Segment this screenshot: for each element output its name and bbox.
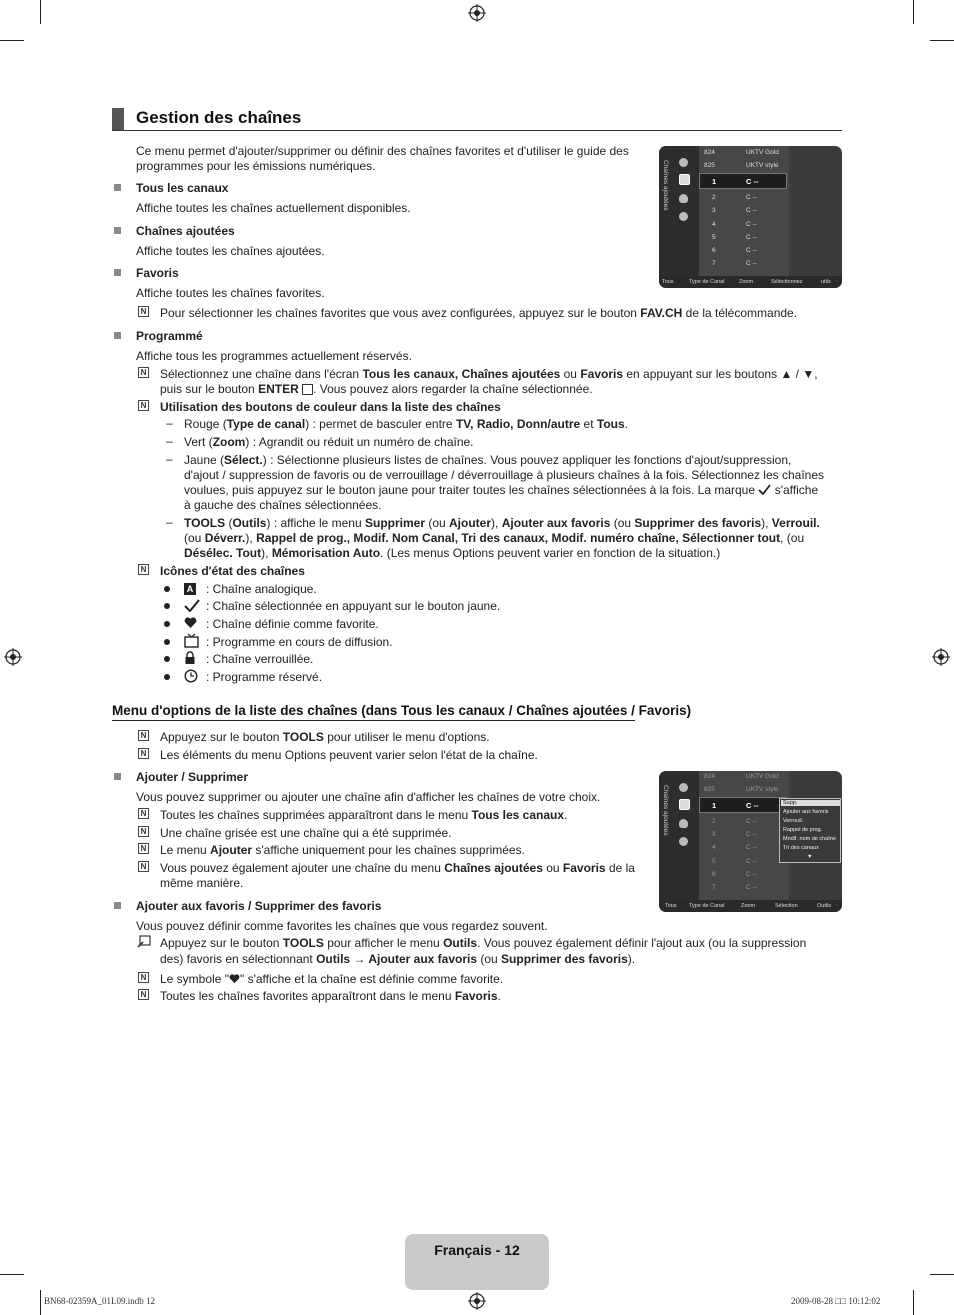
icon-desc-analog: : Chaîne analogique. <box>206 582 317 596</box>
heart-icon <box>679 194 688 203</box>
section-text-ajoutees: Affiche toutes les chaînes ajoutées. <box>136 244 325 258</box>
section-head-programme: Programmé <box>136 329 203 343</box>
note-favoris: Pour sélectionner les chaînes favorites que vous avez configurées, appuyez sur le bouton FAV.CH de la télécommande. <box>160 306 798 320</box>
icons-head: Icônes d'état des chaînes <box>160 564 305 578</box>
tools-line-2: (ou Déverr.), Rappel de prog., Modif. Nom Canal, Tri des canaux, Modif. numéro chaîne, Sélectionner tout, (ou <box>184 531 805 545</box>
note-icon: N <box>138 843 149 854</box>
bullet-square <box>114 184 121 191</box>
ajouter-note-2: Une chaîne grisée est une chaîne qui a été supprimée. <box>160 826 452 840</box>
note-icon: N <box>138 972 149 983</box>
clock-icon <box>184 669 198 683</box>
dash: – <box>166 416 173 430</box>
color-yellow-3: voulues, puis appuyez sur le bouton jaune pour traiter toutes les chaînes sélectionnées à la fois. La marque s'affiche <box>184 483 819 497</box>
section-head-tous: Tous les canaux <box>136 181 229 195</box>
ajouter-note-4b: même manière. <box>160 876 244 890</box>
tools-line-1: TOOLS (Outils) : affiche le menu Supprimer (ou Ajouter), Ajouter aux favoris (ou Supprimer des favoris), Verrouil. <box>184 516 820 530</box>
channel-list-screen-2: Chaînes ajoutées 824 UKTV Gold 825 UKTV style 1 C -- 2 C -- 3 C -- 4 C -- 5 C -- 6 C -- 7 C -- Supp. Ajouter aux favoris Verrouil. Rappel de prog. Modif. nom de chaîne Tri des canaux ▼ Tous Type de Canal Zoom Sélection Outils <box>659 771 842 912</box>
page-title: Gestion des chaînes <box>136 108 302 127</box>
color-yellow-4: à gauche des chaînes sélectionnées. <box>184 498 382 512</box>
bullet-square <box>114 902 121 909</box>
crop-mark <box>913 0 914 24</box>
add-channel-icon <box>679 799 690 810</box>
note-icon: N <box>138 564 149 575</box>
crop-mark <box>0 40 24 41</box>
registration-mark-icon <box>468 1292 486 1310</box>
note-icon: N <box>138 989 149 1000</box>
bullet-square <box>114 227 121 234</box>
icon-desc-broadcast: : Programme en cours de diffusion. <box>206 635 393 649</box>
fav-text: Vous pouvez définir comme favorites les chaînes que vous regardez souvent. <box>136 919 548 933</box>
note-icon: N <box>138 748 149 759</box>
icon-desc-reserved: : Programme réservé. <box>206 670 323 684</box>
color-green: Vert (Zoom) : Agrandit ou réduit un numéro de chaîne. <box>184 435 474 449</box>
screen-vertical-label: Chaînes ajoutées <box>662 785 669 836</box>
ajouter-note-4: Vous pouvez également ajouter une chaîne du menu Chaînes ajoutées ou Favoris de la <box>160 861 635 875</box>
bullet-dot <box>164 621 170 627</box>
section-text-tous: Affiche toutes les chaînes actuellement disponibles. <box>136 201 411 215</box>
note-icon: N <box>138 826 149 837</box>
icon-desc-selected: : Chaîne sélectionnée en appuyant sur le bouton jaune. <box>206 599 501 613</box>
fav-note-2: Toutes les chaînes favorites apparaîtront dans le menu Favoris. <box>160 989 501 1003</box>
fav-note-1: Le symbole " " s'affiche et la chaîne est définie comme favorite. <box>160 972 504 986</box>
tv-icon <box>184 633 199 648</box>
screen-footer: Tous Type de Canal Zoom Sélectionnez utils <box>659 276 842 288</box>
bullet-square <box>114 269 121 276</box>
registration-mark-icon <box>4 648 22 666</box>
menu-item: Tri des canaux <box>783 845 819 851</box>
fav-head: Ajouter aux favoris / Supprimer des favoris <box>136 899 382 913</box>
crop-mark <box>0 1274 24 1275</box>
bullet-square <box>114 773 121 780</box>
crop-mark <box>930 40 954 41</box>
heart-icon <box>229 974 240 984</box>
intro-line-2: programmes pour les émissions numériques. <box>136 159 376 173</box>
tools-line-3: Désélec. Tout), Mémorisation Auto. (Les menus Options peuvent varier en fonction de la situation.) <box>184 546 721 560</box>
tools-icon <box>137 935 151 948</box>
fav-tools-line-1: Appuyez sur le bouton TOOLS pour afficher le menu Outils. Vous pouvez également définir l'ajout aux (ou la suppression <box>160 936 807 950</box>
section-head-favoris: Favoris <box>136 266 179 280</box>
registration-mark-icon <box>932 648 950 666</box>
bullet-dot <box>164 586 170 592</box>
note-icon: N <box>138 730 149 741</box>
crop-mark <box>40 1290 41 1315</box>
channel-list-screen-1: Chaînes ajoutées 824 UKTV Gold 825 UKTV style 1 C -- 2 C -- 3 C -- 4 C -- 5 C -- 6 C -- 7 C -- Tous Type de Canal Zoom Sélectionnez utils <box>659 146 842 288</box>
intro-line-1: Ce menu permet d'ajouter/supprimer ou définir des chaînes favorites et d'utiliser le guide des <box>136 144 629 158</box>
heart-icon <box>679 819 688 828</box>
antenna-icon <box>679 783 688 792</box>
menu-item: Rappel de prog. <box>783 827 823 833</box>
opt-note-1: Appuyez sur le bouton TOOLS pour utiliser le menu d'options. <box>160 730 490 744</box>
dash: – <box>166 515 173 529</box>
title-marker <box>112 108 124 130</box>
screen-footer: Tous Type de Canal Zoom Sélection Outils <box>659 900 842 912</box>
dash: – <box>166 452 173 466</box>
note-select-line-2: puis sur le bouton ENTER . Vous pouvez alors regarder la chaîne sélectionnée. <box>160 382 593 396</box>
add-channel-icon <box>679 174 690 185</box>
color-buttons-head: Utilisation des boutons de couleur dans la liste des chaînes <box>160 400 501 414</box>
note-select-line-1: Sélectionnez une chaîne dans l'écran Tous les canaux, Chaînes ajoutées ou Favoris en appuyant sur les boutons ▲ / ▼, <box>160 367 818 381</box>
imprint-left: BN68-02359A_01L09.indb 12 <box>44 1296 155 1306</box>
ajouter-note-3: Le menu Ajouter s'affiche uniquement pour les chaînes supprimées. <box>160 843 525 857</box>
note-icon: N <box>138 861 149 872</box>
bullet-dot <box>164 674 170 680</box>
clock-icon <box>679 837 688 846</box>
lock-icon <box>184 651 196 665</box>
bullet-square <box>114 332 121 339</box>
crop-mark <box>40 0 41 24</box>
antenna-icon <box>679 158 688 167</box>
bullet-dot <box>164 603 170 609</box>
page-number: Français - 12 <box>434 1242 520 1258</box>
heart-icon <box>184 617 197 629</box>
ajouter-text: Vous pouvez supprimer ou ajouter une chaîne afin d'afficher les chaînes de votre choix. <box>136 790 601 804</box>
check-icon <box>758 484 771 495</box>
screen-vertical-label: Chaînes ajoutées <box>662 160 669 211</box>
check-icon <box>184 599 200 612</box>
note-icon: N <box>138 367 149 378</box>
menu-item: Ajouter aux favoris <box>783 809 829 815</box>
note-icon: N <box>138 400 149 411</box>
color-yellow-2: d'ajout / suppression de favoris ou de verrouillage / déverrouillage à plusieurs chaînes à la fois. Sélectionnez les chaînes <box>184 468 825 482</box>
bullet-dot <box>164 639 170 645</box>
crop-mark <box>930 1274 954 1275</box>
bullet-dot <box>164 656 170 662</box>
menu-item: Modif. nom de chaîne <box>783 836 836 842</box>
section-text-programme: Affiche tous les programmes actuellement réservés. <box>136 349 412 363</box>
icon-desc-favorite: : Chaîne définie comme favorite. <box>206 617 379 631</box>
menu-item: Verrouil. <box>783 818 804 824</box>
fav-tools-line-2: des) favoris en sélectionnant Outils → Ajouter aux favoris (ou Supprimer des favoris). <box>160 952 636 966</box>
options-menu-subhead: Menu d'options de la liste des chaînes (dans Tous les canaux / Chaînes ajoutées / Favoris) <box>112 703 692 718</box>
note-icon: N <box>138 808 149 819</box>
section-head-ajoutees: Chaînes ajoutées <box>136 224 235 238</box>
dash: – <box>166 434 173 448</box>
analog-icon: A <box>184 583 196 595</box>
icon-desc-locked: : Chaîne verrouillée. <box>206 652 314 666</box>
tools-options-menu <box>779 798 841 863</box>
section-text-favoris: Affiche toutes les chaînes favorites. <box>136 286 325 300</box>
note-icon: N <box>138 306 149 317</box>
subhead-rule <box>112 720 635 721</box>
enter-icon <box>302 384 313 395</box>
opt-note-2: Les éléments du menu Options peuvent varier selon l'état de la chaîne. <box>160 748 538 762</box>
color-yellow-1: Jaune (Sélect.) : Sélectionne plusieurs listes de chaînes. Vous pouvez appliquer les fonctions d'ajout/suppression, <box>184 453 792 467</box>
menu-scroll-down-icon: ▼ <box>807 854 813 860</box>
menu-item: Supp. <box>781 800 840 806</box>
title-rule <box>112 130 842 131</box>
crop-mark <box>913 1290 914 1315</box>
clock-icon <box>679 212 688 221</box>
imprint-right: 2009-08-28 □□ 10:12:02 <box>791 1296 881 1306</box>
ajouter-note-1: Toutes les chaînes supprimées apparaîtront dans le menu Tous les canaux. <box>160 808 568 822</box>
ajouter-head: Ajouter / Supprimer <box>136 770 249 784</box>
color-red: Rouge (Type de canal) : permet de basculer entre TV, Radio, Donn/autre et Tous. <box>184 417 628 431</box>
registration-mark-icon <box>468 4 486 22</box>
